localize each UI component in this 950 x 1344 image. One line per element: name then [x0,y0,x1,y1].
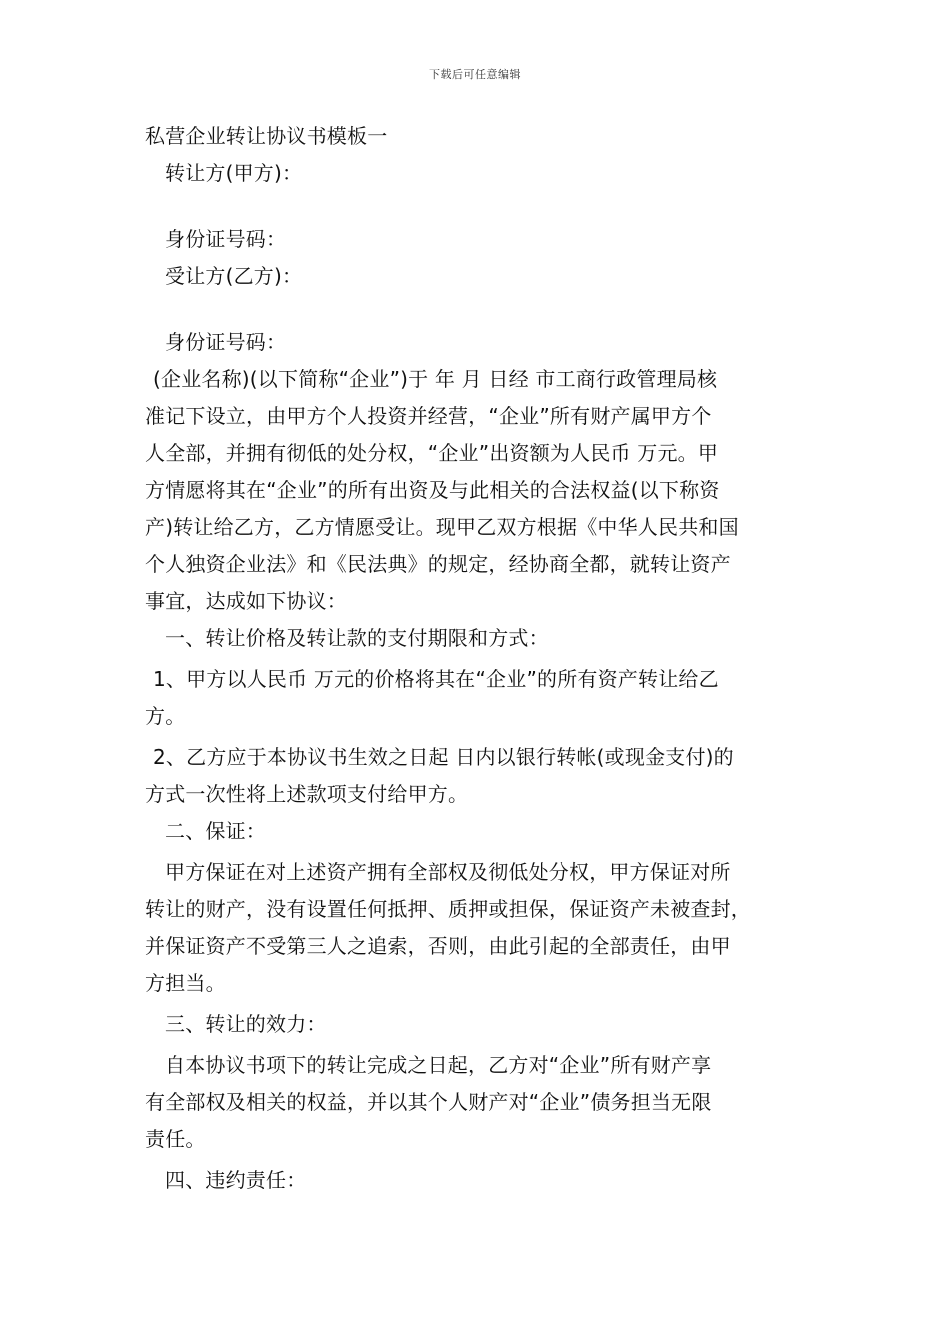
paragraph-line: 方担当。 [145,971,226,995]
clause-line: 2、乙方应于本协议书生效之日起 日内以银行转帐(或现金支付)的 [153,745,734,769]
section-heading-1: 一、转让价格及转让款的支付期限和方式： [165,626,549,650]
document-body [145,118,805,1199]
paragraph-line: 并保证资产不受第三人之追索，否则，由此引起的全部责任，由甲 [145,934,731,958]
clause-line: 方。 [145,704,186,728]
transferor-label: 转让方(甲方)： [165,161,303,185]
paragraph-line: 方情愿将其在“企业”的所有出资及与此相关的合法权益(以下称资 [145,478,720,502]
transferee-label: 受让方(乙方)： [165,264,303,288]
paragraph-line: 自本协议书项下的转让完成之日起，乙方对“企业”所有财产享 [165,1053,712,1077]
paragraph-line: 甲方保证在对上述资产拥有全部权及彻低处分权，甲方保证对所 [165,860,731,884]
section-heading-4: 四、违约责任： [165,1168,307,1192]
paragraph-line: 产)转让给乙方，乙方情愿受让。现甲乙双方根据《中华人民共和国 [145,515,739,539]
paragraph-line: 转让的财产，没有设置任何抵押、质押或担保，保证资产未被查封， [145,897,751,921]
paragraph-line: (企业名称)(以下简称“企业”)于 年 月 日经 市工商行政管理局核 [153,367,718,391]
paragraph-line: 责任。 [145,1127,206,1151]
paragraph-line: 事宜，达成如下协议： [145,589,347,613]
paragraph-line: 人全部，并拥有彻低的处分权，“企业”出资额为人民币 万元。甲 [145,441,719,465]
paragraph-line: 个人独资企业法》和《民法典》的规定，经协商全都，就转让资产 [145,552,731,576]
page-header-note: 下载后可任意编辑 [429,68,521,81]
paragraph-line: 准记下设立，由甲方个人投资并经营，“企业”所有财产属甲方个 [145,404,712,428]
transferor-id-label: 身份证号码： [165,227,287,251]
transferee-id-label: 身份证号码： [165,330,287,354]
clause-line: 1、甲方以人民币 万元的价格将其在“企业”的所有资产转让给乙 [153,667,719,691]
paragraph-line: 有全部权及相关的权益，并以其个人财产对“企业”债务担当无限 [145,1090,712,1114]
section-heading-2: 二、保证： [165,819,266,843]
clause-line: 方式一次性将上述款项支付给甲方。 [145,782,469,806]
document-title: 私营企业转让协议书模板一 [145,124,388,148]
section-heading-3: 三、转让的效力： [165,1012,327,1036]
